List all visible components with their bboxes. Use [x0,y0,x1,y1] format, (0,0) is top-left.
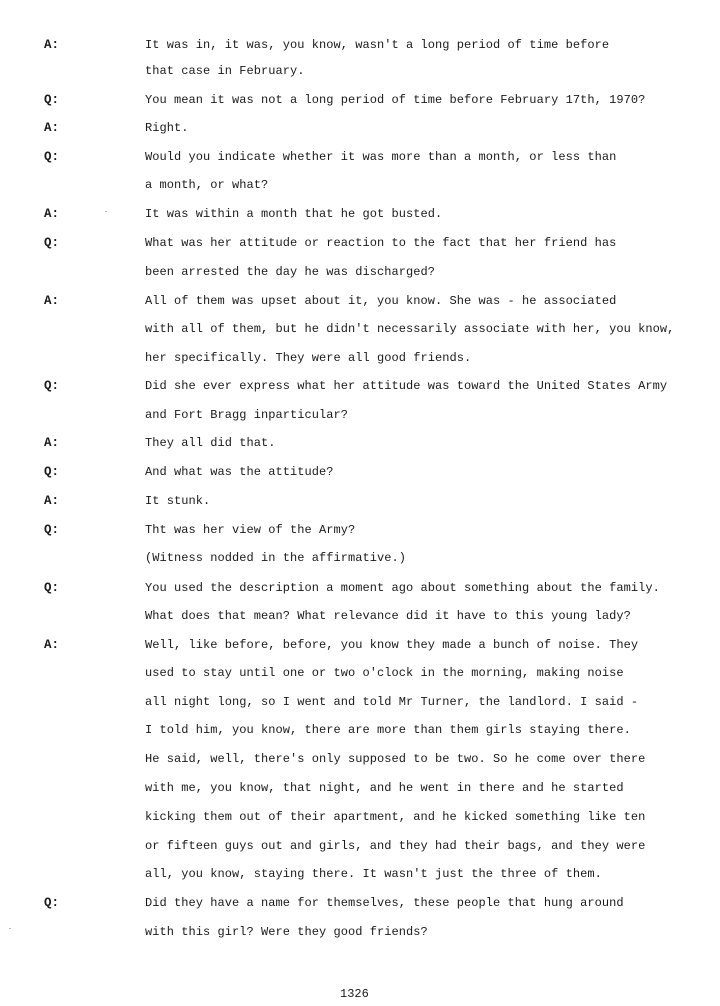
transcript-line: (Witness nodded in the affirmative.) [145,551,407,565]
speaker-answer: A: [44,38,60,52]
transcript-line: Right. [145,121,189,135]
transcript-line: all, you know, staying there. It wasn't just the three of them. [145,867,602,881]
transcript-line: What was her attitude or reaction to the fact that her friend has [145,236,617,250]
transcript-line: been arrested the day he was discharged? [145,265,436,279]
speaker-question: Q: [44,581,60,595]
transcript-line: kicking them out of their apartment, and he kicked something like ten [145,810,646,824]
scan-speck [105,211,107,212]
transcript-line: a month, or what? [145,178,269,192]
transcript-line: And what was the attitude? [145,465,334,479]
speaker-question: Q: [44,93,60,107]
transcript-line: It was in, it was, you know, wasn't a long period of time before [145,38,610,52]
transcript-line: I told him, you know, there are more than them girls staying there. [145,723,631,737]
transcript-line: Did she ever express what her attitude was toward the United States Army [145,379,668,393]
scan-speck [9,928,11,929]
transcript-line: Did they have a name for themselves, these people that hung around [145,896,624,910]
transcript-line: What does that mean? What relevance did it have to this young lady? [145,609,631,623]
transcript-line: her specifically. They were all good friends. [145,351,472,365]
transcript-line: with all of them, but he didn't necessarily associate with her, you know, [145,322,675,336]
transcript-line: and Fort Bragg inparticular? [145,408,349,422]
transcript-line: They all did that. [145,436,276,450]
transcript-line: that case in February. [145,64,305,78]
transcript-line: with this girl? Were they good friends? [145,925,428,939]
transcript-line: all night long, so I went and told Mr Turner, the landlord. I said - [145,695,639,709]
speaker-answer: A: [44,436,60,450]
transcript-line: You mean it was not a long period of time before February 17th, 1970? [145,93,646,107]
transcript-line: It was within a month that he got busted. [145,207,443,221]
transcript-line: with me, you know, that night, and he went in there and he started [145,781,624,795]
speaker-question: Q: [44,379,60,393]
speaker-question: Q: [44,465,60,479]
transcript-line: It stunk. [145,494,211,508]
speaker-question: Q: [44,150,60,164]
transcript-line: Tht was her view of the Army? [145,523,356,537]
transcript-line: You used the description a moment ago about something about the family. [145,581,660,595]
speaker-answer: A: [44,294,60,308]
speaker-answer: A: [44,121,60,135]
speaker-question: Q: [44,523,60,537]
transcript-line: Well, like before, before, you know they made a bunch of noise. They [145,638,639,652]
speaker-question: Q: [44,896,60,910]
page-number: 1326 [340,987,369,1001]
transcript-line: All of them was upset about it, you know. She was - he associated [145,294,617,308]
speaker-answer: A: [44,638,60,652]
speaker-answer: A: [44,207,60,221]
speaker-question: Q: [44,236,60,250]
transcript-line: used to stay until one or two o'clock in the morning, making noise [145,666,624,680]
transcript-line: or fifteen guys out and girls, and they had their bags, and they were [145,839,646,853]
transcript-line: Would you indicate whether it was more than a month, or less than [145,150,617,164]
transcript-line: He said, well, there's only supposed to be two. So he come over there [145,752,646,766]
speaker-answer: A: [44,494,60,508]
